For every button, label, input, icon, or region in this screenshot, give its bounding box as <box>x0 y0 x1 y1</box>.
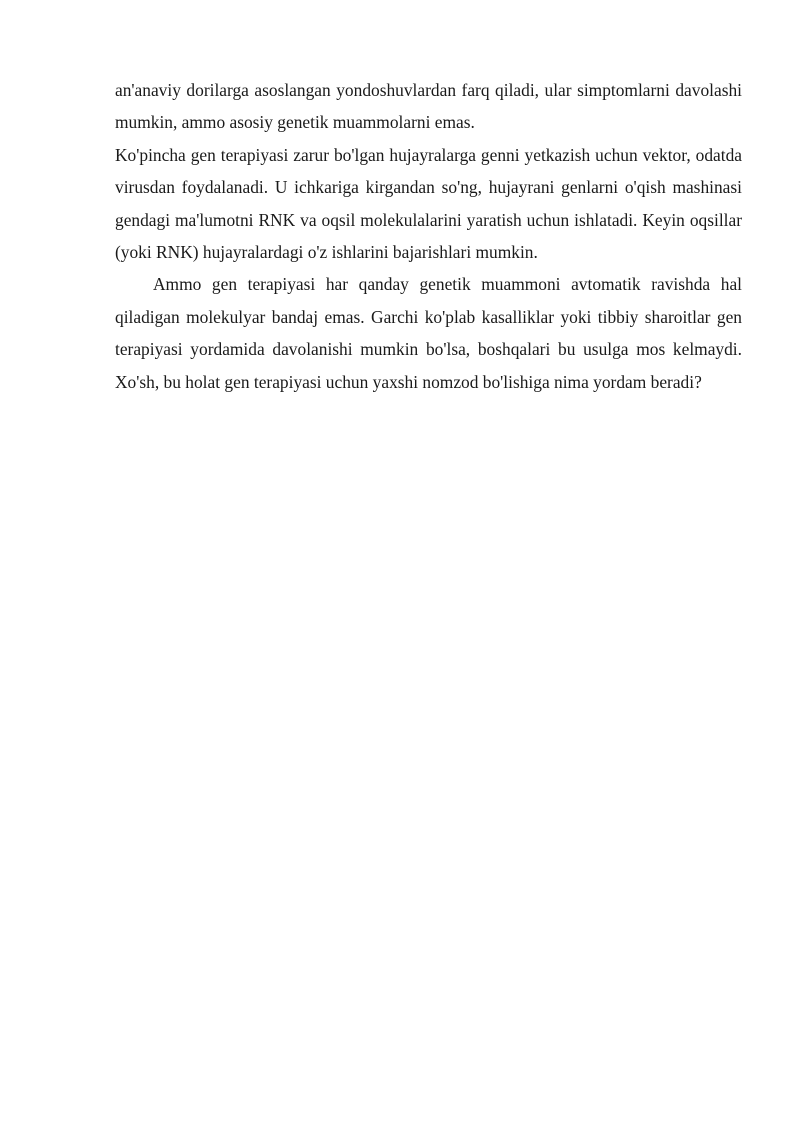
paragraph-gene-delivery: Ko'pincha gen terapiyasi zarur bo'lgan hujayralarga genni yetkazish uchun vektor, odatda virusdan foydalanadi. U ichkariga kirgandan so'ng, hujayrani genlarni o'qish mashinasi gendagi ma'lumotni RNK va oqsil molekulalarini yaratish uchun ishlatadi. Keyin oqsillar (yoki RNK) hujayralardagi o'z ishlarini bajarishlari mumkin. <box>115 144 742 263</box>
paragraph-gene-therapy-limits: Ammo gen terapiyasi har qanday genetik muammoni avtomatik ravishda hal qiladigan molekulyar bandaj emas. Garchi ko'plab kasalliklar yoki tibbiy sharoitlar gen terapiyasi yordamida davolanishi mumkin bo'lsa, boshqalari bu usulga mos kelmaydi. Xo'sh, bu holat gen terapiyasi uchun yaxshi nomzod bo'lishiga nima yordam beradi? <box>115 274 742 392</box>
paragraph-continuation: an'anaviy dorilarga asoslangan yondoshuvlardan farq qiladi, ular simptomlarni davolashi mumkin, ammo asosiy genetik muammolarni emas. <box>115 80 742 133</box>
body-text <box>115 74 742 398</box>
